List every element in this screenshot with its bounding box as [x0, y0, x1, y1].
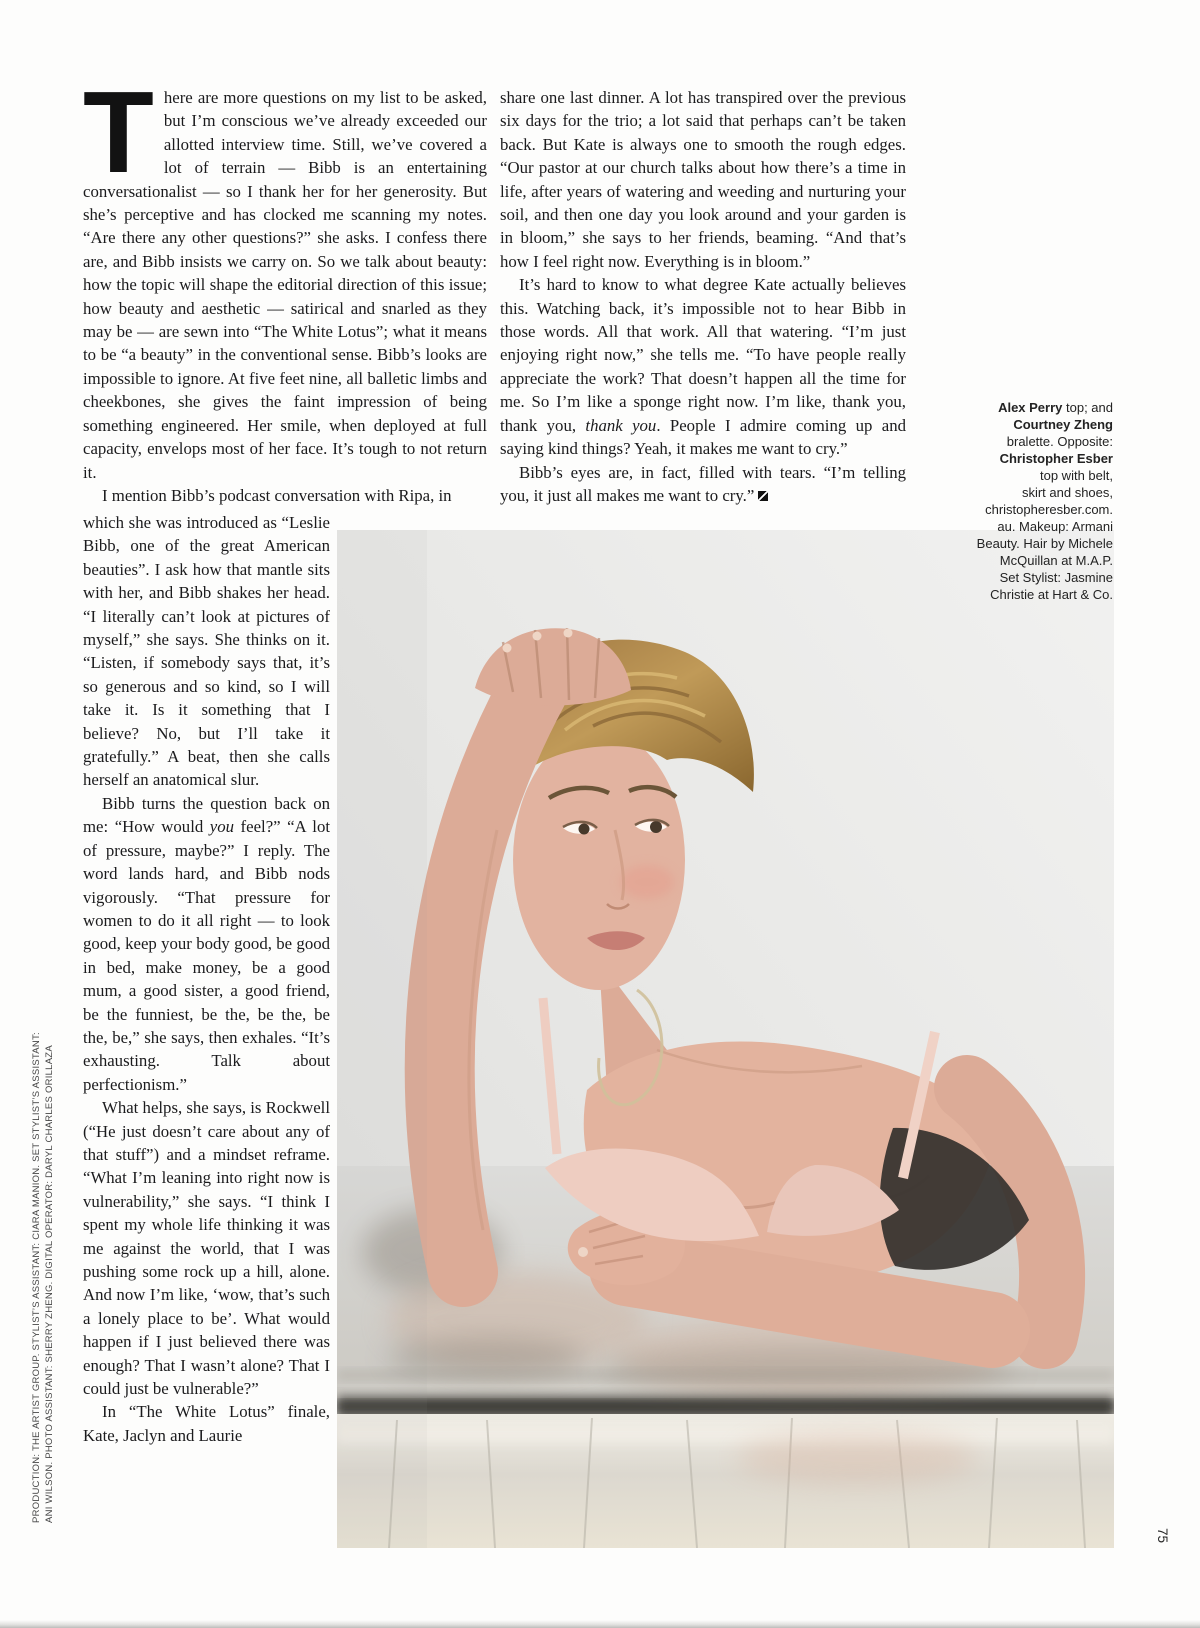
- column-2: [500, 86, 906, 507]
- paragraph: [500, 86, 906, 273]
- fashion-credits: Alex Perry top; and Courtney Zheng bralette. Opposite: Christopher Esber top with belt, skirt and shoes, christopheresber.com. au. Makeup: Armani Beauty. Hair by Michele McQuillan at M.A.P. Set Stylist: Jasmine Christie at Hart & Co.: [976, 400, 1113, 602]
- paragraph: [83, 792, 330, 1096]
- paragraph: [83, 1096, 330, 1400]
- paragraph: [83, 67, 487, 484]
- paragraph: [83, 484, 487, 507]
- paragraph-text: Bibb turns the question back on me: “How would you feel?” “A lot of pressure, maybe?” I reply. The word lands hard, and Bibb nods vigorously. “That pressure for women to do it all right — to look good, keep your body good, be good in bed, make money, be a good mum, a good sister, a good friend, be the funniest, be the, be the, be the, be,” she says, then exhales. “It’s exhausting. Talk about perfectionism.”: [83, 793, 330, 1094]
- page-edge-strip: [0, 1620, 1200, 1628]
- paragraph-text: which she was introduced as “Leslie Bibb, one of the great American beauties”. I ask how that mantle sits with her, and Bibb shakes her head. “I literally can’t look at pictures of myself,” she says. She thinks on it. “Listen, if somebody says that, it’s so generous and so kind, so I will take it. Is it something that I believe? No, but I’ll take it gratefully.” A beat, then she calls herself an anatomical slur.: [83, 513, 330, 790]
- face: [513, 730, 685, 990]
- drop-cap: T: [83, 67, 154, 197]
- production-credits: PRODUCTION: THE ARTIST GROUP. STYLIST’S ASSISTANT: CIARA MANION. SET STYLIST’S ASSISTANT: ANI WILSON. PHOTO ASSISTANT: SHERRY ZHENG. DIGITAL OPERATOR: DARYL CHARLES ORILLAZA: [31, 1032, 55, 1523]
- editorial-photograph: [337, 530, 1114, 1548]
- paragraph-text: share one last dinner. A lot has transpired over the previous six days for the trio; a lot said that perhaps can’t be taken back. But Kate is always one to smooth the rough edges. “Our pastor at our church talks about how there’s a time in life, after years of watering and weeding and nurturing your soil, and then one day you look around and your garden is in bloom,” she says to her friends, beaming. “And that’s how I feel right now. Everything is in bloom.”: [500, 88, 906, 271]
- column-1-wide: [83, 67, 487, 507]
- photo-illustration: [337, 530, 1114, 1548]
- paragraph: [83, 511, 330, 792]
- paragraph-text: In “The White Lotus” finale, Kate, Jaclyn and Laurie: [83, 1402, 330, 1445]
- paragraph-text: What helps, she says, is Rockwell (“He just doesn’t care about any of that stuff”) and a mindset reframe. “What I’m leaning into right now is vulnerability,” she says. “I think I spent my whole life thinking it was me against the world, that I was pushing some rock up a hill, alone. And now I’m like, ‘wow, that’s such a lonely place to be’. What would happen if I just believed there was enough? That I wasn’t alone? That I could just be vulnerable?”: [83, 1098, 330, 1399]
- paragraph: [83, 1400, 330, 1447]
- paragraph-text: I mention Bibb’s podcast conversation with Ripa, in: [102, 485, 452, 505]
- page-number: 75: [1155, 1527, 1171, 1544]
- end-of-article-icon: [758, 491, 768, 501]
- paragraph-text: Bibb’s eyes are, in fact, filled with tears. “I’m telling you, it just all makes me want to cry.”: [500, 462, 906, 505]
- paragraph-text: here are more questions on my list to be asked, but I’m conscious we’ve already exceeded our allotted interview time. Still, we’ve covered a lot of terrain — Bibb is an entertaining conversationalist — so I thank her for her generosity. But she’s perceptive and has clocked me scanning my notes. “Are there any other questions?” she asks. I confess there are, and Bibb insists we carry on. So we talk about beauty: how the topic will shape the editorial direction of this issue; how beauty and aesthetic — satirical and snarled as they may be — are sewn into “The White Lotus”; what it means to be “a beauty” in the conventional sense. Bibb’s looks are impossible to ignore. At five feet nine, all balletic limbs and cheekbones, she gives the faint impression of being something engineered. Her smile, when deployed at full capacity, envelops most of her face. It’s tough to not return it.: [83, 88, 487, 482]
- paragraph: [500, 273, 906, 460]
- foil-table-front: [337, 1396, 1114, 1548]
- paragraph: [500, 461, 906, 508]
- column-1-narrow: [83, 511, 330, 1447]
- paragraph-text: It’s hard to know to what degree Kate actually believes this. Watching back, it’s impossible not to hear Bibb in those words. All that work. All that watering. “I’m just enjoying right now,” she tells me. “To have people really appreciate the work? That doesn’t happen all the time for me. So I’m like a sponge right now. I’m like, thank you, thank you, thank you. People I admire coming up and saying kind things? Yeah, it makes me want to cry.”: [500, 275, 906, 459]
